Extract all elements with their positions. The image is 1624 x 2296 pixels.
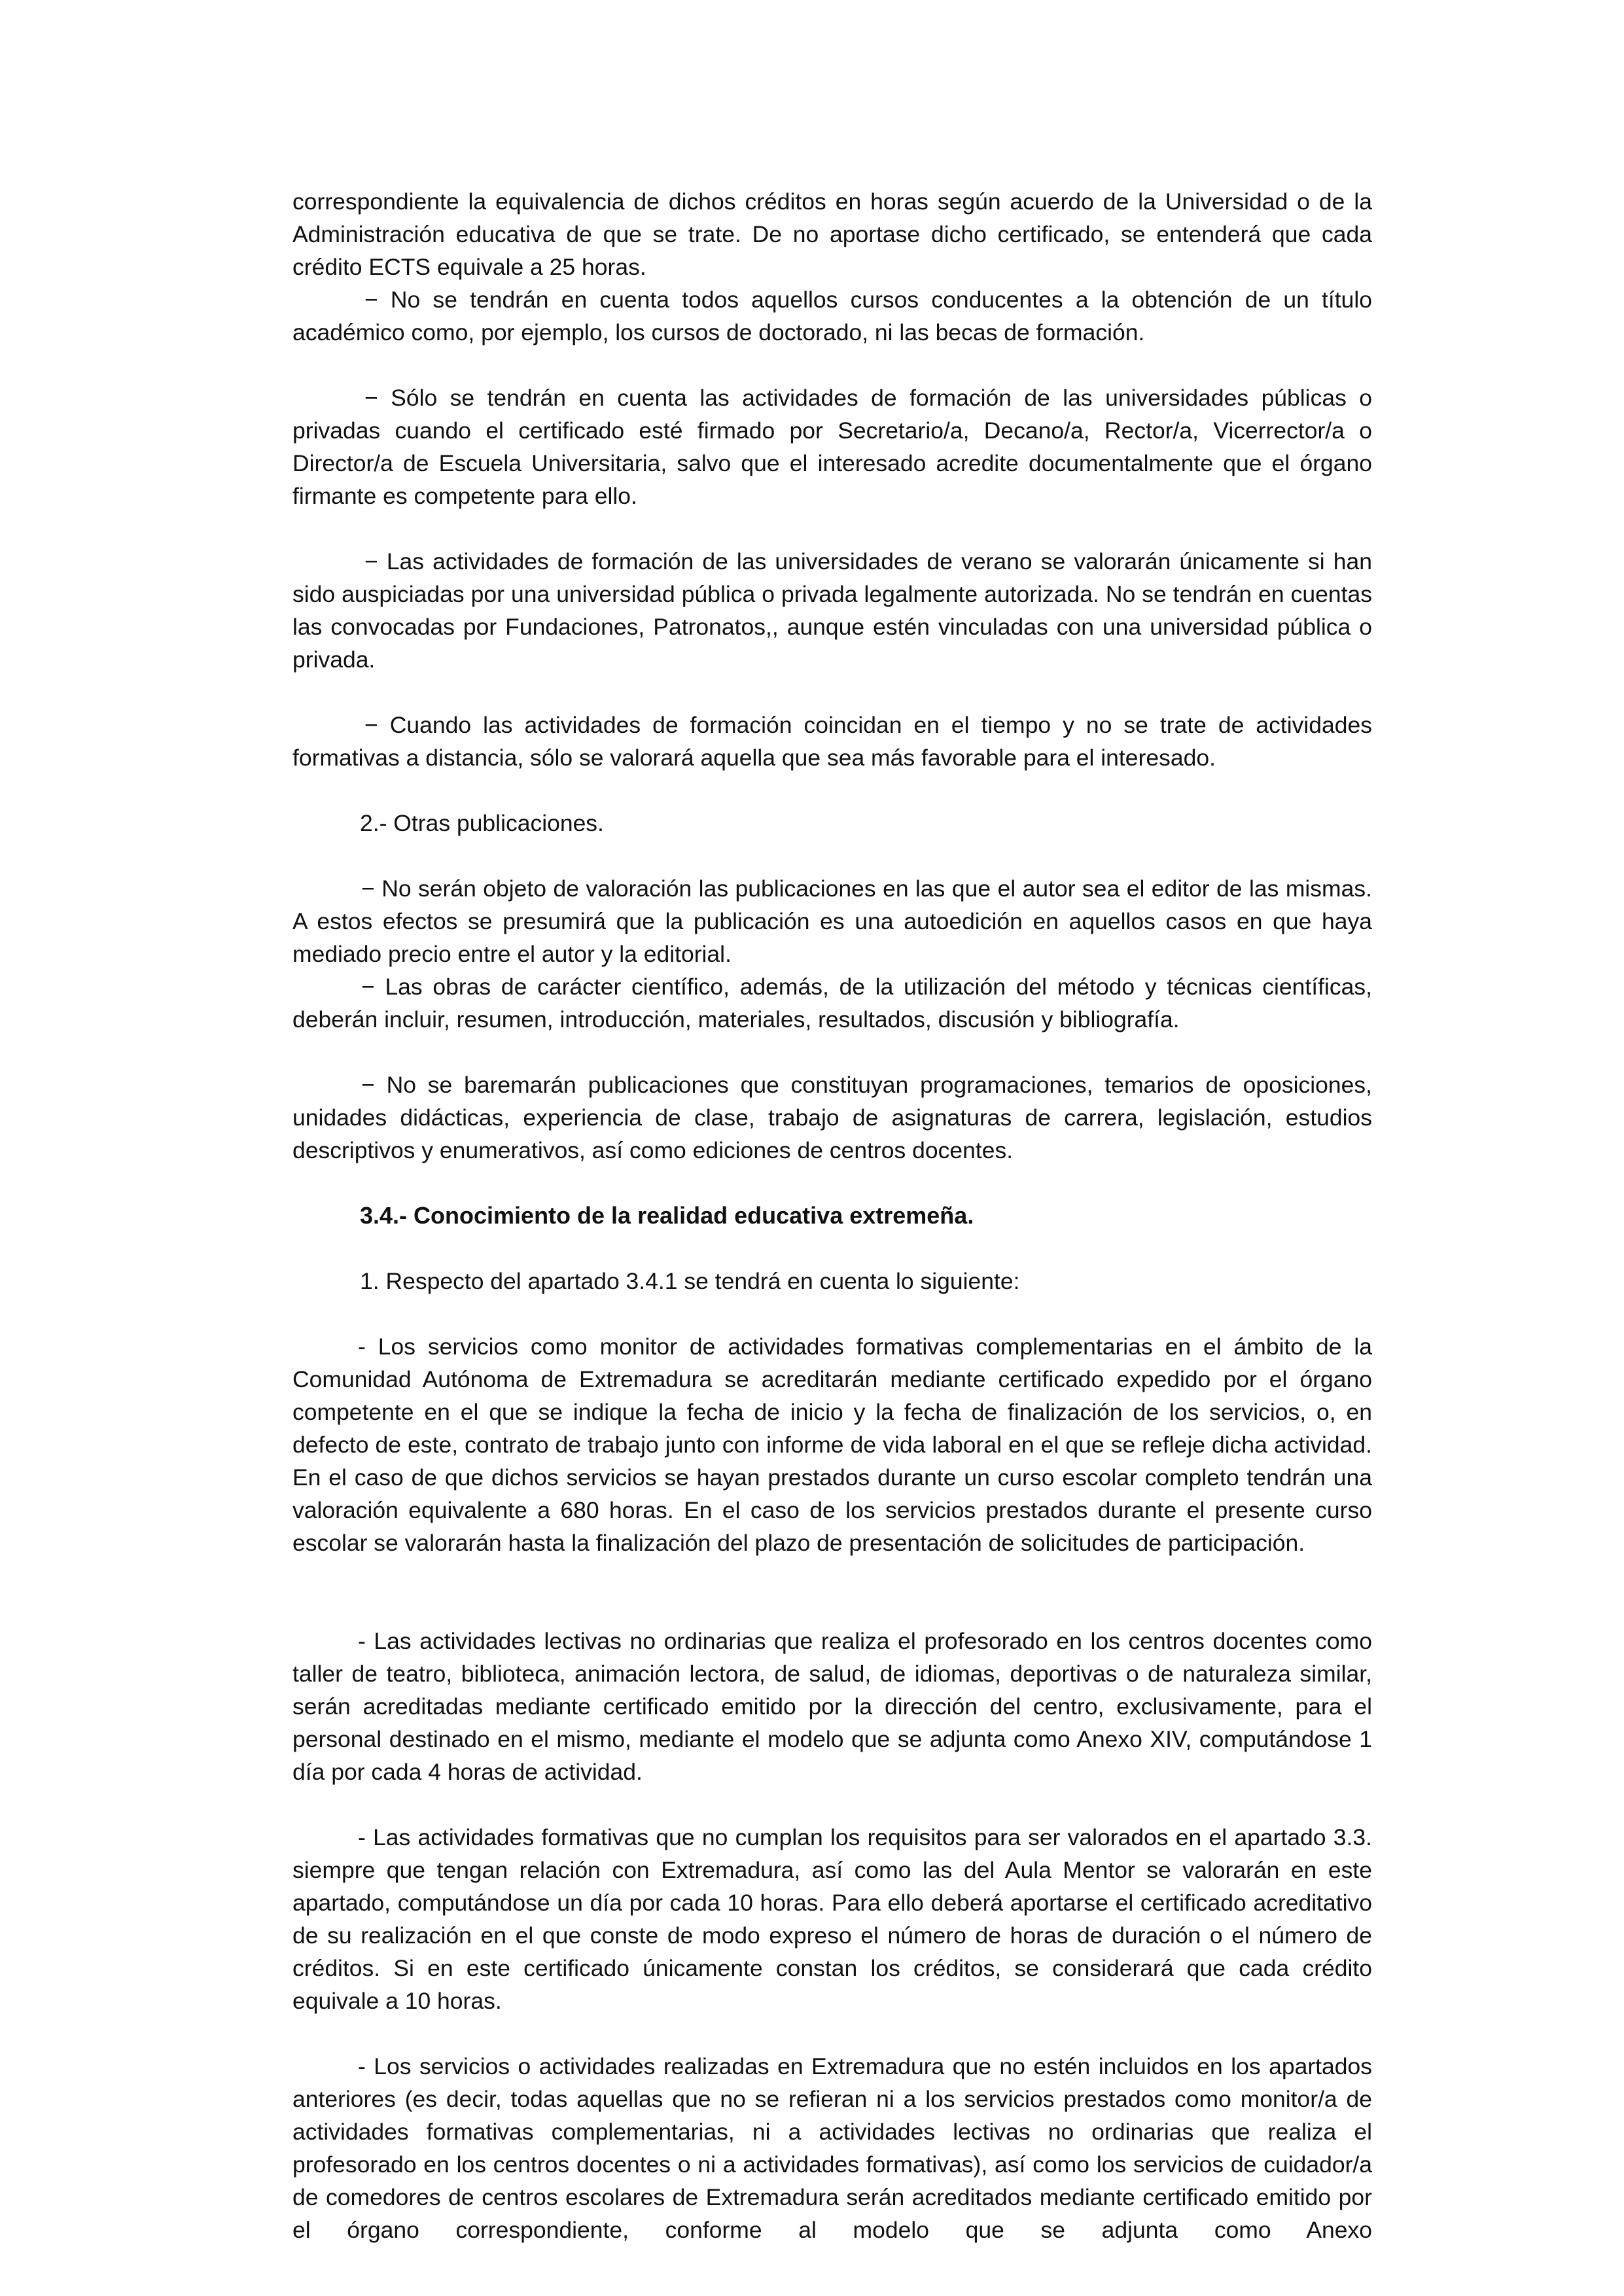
paragraph-extremadura-training — [292, 1821, 1372, 2017]
paragraph-text: - Las actividades formativas que no cumplan los requisitos para ser valorados en el apartado 3.3. siempre que tengan relación con Extremadura, así como las del Aula Mentor se valorarán en este apartado, computándose un día por cada 10 horas. Para ello deberá aportarse el certificado acreditativo de su realización en el que conste de modo expreso el número de horas de duración o el número de créditos. Si en este certificado únicamente constan los créditos, se considerará que cada crédito equivale a 10 horas. — [292, 1824, 1372, 2014]
paragraph-text: - Los servicios como monitor de actividades formativas complementarias en el ámbito de la Comunidad Autónoma de Extremadura se acreditarán mediante certificado expedido por el órgano competente en el que se indique la fecha de inicio y la fecha de finalización de los servicios, o, en defecto de este, contrato de trabajo junto con informe de vida laboral en el que se refleje dicha actividad. En el caso de que dichos servicios se hayan prestados durante un curso escolar completo tendrán una valoración equivalente a 680 horas. En el caso de los servicios prestados durante el presente curso escolar se valorarán hasta la finalización del plazo de presentación de solicitudes de participación. — [292, 1333, 1372, 1556]
paragraph-doctoral-courses — [292, 283, 1372, 349]
paragraph-scientific-works — [292, 970, 1372, 1036]
paragraph-text: − No se baremarán publicaciones que constituyan programaciones, temarios de oposiciones, unidades didácticas, experiencia de clase, trabajo de asignaturas de carrera, legislación, estudios descriptivos y enumerativos, así como ediciones de centros docentes. — [292, 1072, 1372, 1163]
paragraph-text: - Las actividades lectivas no ordinarias que realiza el profesorado en los centros docentes como taller de teatro, biblioteca, animación lectora, de salud, de idiomas, deportivas o de naturaleza similar, serán acreditadas mediante certificado emitido por la dirección del centro, exclusivamente, para el personal destinado en el mismo, mediante el modelo que se adjunta como Anexo XIV, computándose 1 día por cada 4 horas de actividad. — [292, 1628, 1372, 1785]
paragraph-monitor-services — [292, 1330, 1372, 1559]
paragraph-section-341-intro: 1. Respecto del apartado 3.4.1 se tendrá en cuenta lo siguiente: — [360, 1268, 1020, 1294]
paragraph-excluded-publications — [292, 1069, 1372, 1167]
paragraph-text: − Las obras de carácter científico, además, de la utilización del método y técnicas científicas, deberán incluir, resumen, introducción, materiales, resultados, discusión y bibliografía. — [292, 974, 1372, 1033]
paragraph-other-services — [292, 2050, 1372, 2246]
paragraph-text: − Sólo se tendrán en cuenta las actividades de formación de las universidades públicas o privadas cuando el certificado esté firmado por Secretario/a, Decano/a, Rector/a, Vicerrector/a o Director/a de Escuela Universitaria, salvo que el interesado acredite documentalmente que el órgano firmante es competente para ello. — [292, 385, 1372, 509]
paragraph-text: − No se tendrán en cuenta todos aquellos cursos conducentes a la obtención de un título académico como, por ejemplo, los cursos de doctorado, ni las becas de formación. — [292, 287, 1372, 345]
paragraph-text: − No serán objeto de valoración las publicaciones en las que el autor sea el editor de las mismas. A estos efectos se presumirá que la publicación es una autoedición en aquellos casos en que haya mediado precio entre el autor y la editorial. — [292, 875, 1372, 967]
section-heading-3-4: 3.4.- Conocimiento de la realidad educativa extremeña. — [360, 1202, 974, 1229]
paragraph-text: − Cuando las actividades de formación coincidan en el tiempo y no se trate de actividades formativas a distancia, sólo se valorará aquella que sea más favorable para el interesado. — [292, 712, 1372, 771]
paragraph-university-certificates — [292, 381, 1372, 512]
paragraph-text: − Las actividades de formación de las universidades de verano se valorarán únicamente si han sido auspiciadas por una universidad pública o privada legalmente autorizada. No se tendrán en cuentas las convocadas por Fundaciones, Patronatos,, aunque estén vinculadas con una universidad pública o privada. — [292, 548, 1372, 673]
subsection-other-publications: 2.- Otras publicaciones. — [360, 810, 604, 836]
paragraph-text: - Los servicios o actividades realizadas en Extremadura que no estén incluidos en los apartados anteriores (es decir, todas aquellas que no se refieran ni a los servicios prestados como monitor/a de actividades formativas complementarias, ni a actividades lectivas no ordinarias que realiza el profesorado en los centros docentes o ni a actividades formativas), así como los servicios de cuidador/a de comedores de centros escolares de Extremadura serán acreditados mediante certificado emitido por el órgano correspondiente, conforme al modelo que se adjunta como Anexo — [292, 2053, 1372, 2243]
paragraph-ects-equivalence: correspondiente la equivalencia de dichos créditos en horas según acuerdo de la Universidad o de la Administración educativa de que se trate. De no aportase dicho certificado, se entenderá que cada crédito ECTS equivale a 25 horas. — [292, 188, 1372, 280]
paragraph-overlapping-activities — [292, 709, 1372, 774]
paragraph-self-publishing — [292, 872, 1372, 970]
paragraph-non-ordinary-activities — [292, 1625, 1372, 1788]
paragraph-summer-universities — [292, 545, 1372, 676]
